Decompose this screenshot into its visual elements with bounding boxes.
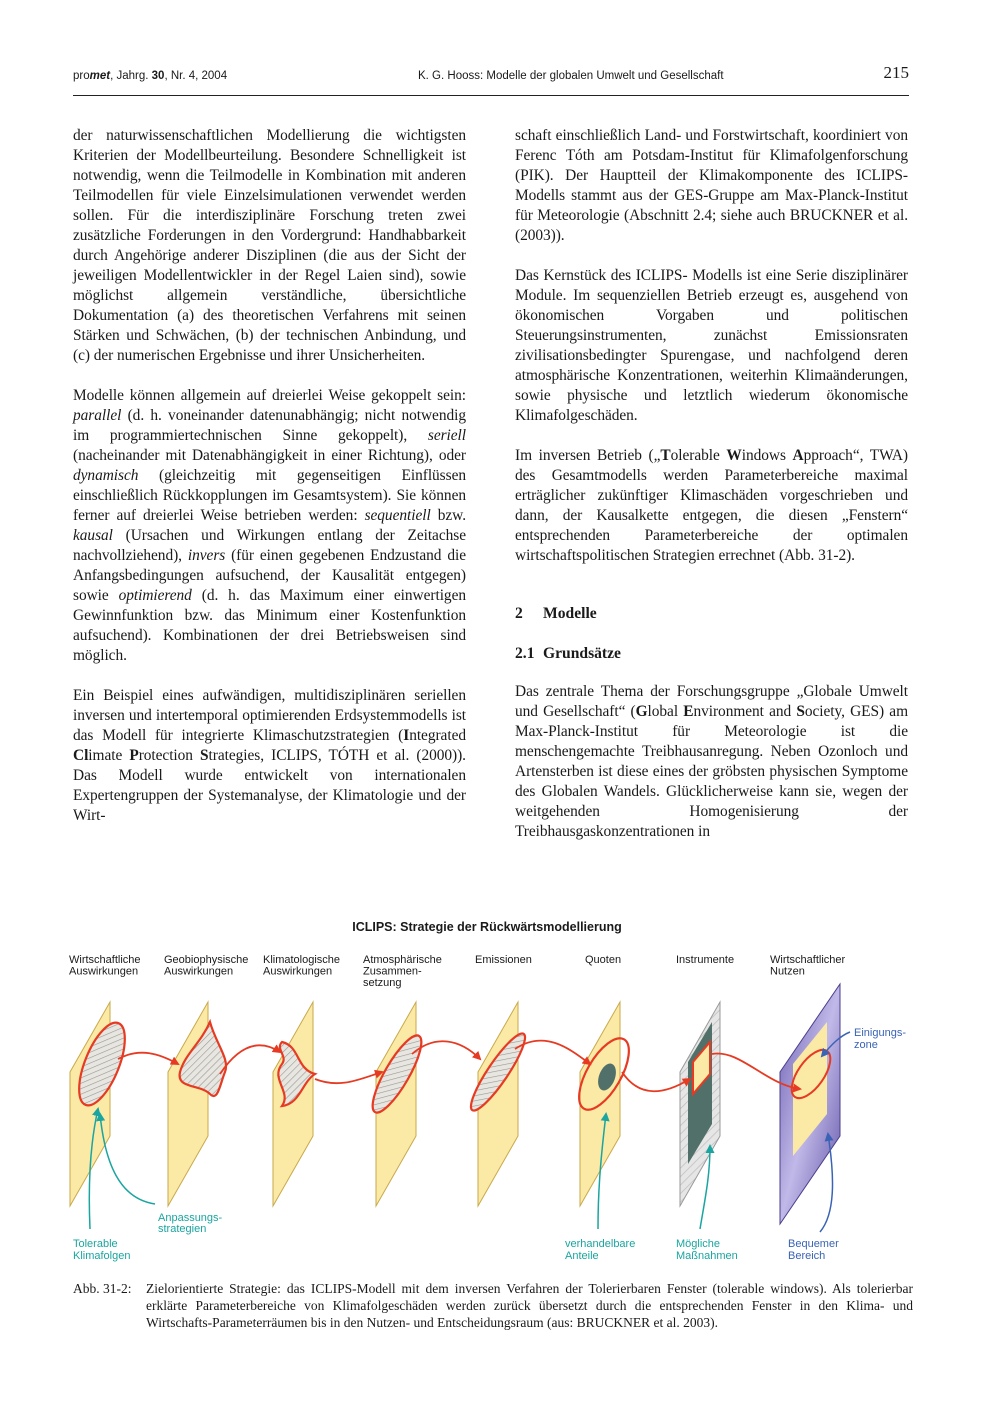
emphasis-kausal: kausal [73, 527, 113, 544]
label-moegliche-2: Maßnahmen [676, 1250, 738, 1262]
bold-initial: A [792, 447, 804, 464]
emphasis-optimierend: optimierend [118, 587, 192, 604]
journal-name-pre: pro [73, 70, 90, 82]
text-run: Modelle können allgemein auf dreierlei Weise gekoppelt sein: [73, 387, 466, 404]
panel-wirtschaftliche-auswirkungen [70, 1002, 134, 1206]
label-einigungszone-1: Einigungs- [854, 1027, 906, 1039]
text-run: bzw. [430, 507, 466, 524]
panel-label-5-0: Quoten [585, 954, 622, 966]
emphasis-parallel: parallel [73, 407, 122, 424]
panel-label-4-0: Emissionen [475, 954, 532, 966]
paragraph-left-1: der naturwissenschaftlichen Modellierung die wichtigsten Kriterien der Modellbeurteilung. Besondere Schnelligkeit ist notwendig, wenn die Teilmodelle in Kombination mit anderen Teilmodellen für viele Einzelsimulationen verwendet werden sollen. Für die interdisziplinäre Forschung treten zwei zusätzliche Forderungen in den Vordergrund: Handhabbarkeit durch Angehörige anderer Disziplinen (die aus der Sicht der jeweiligen Modellentwickler in der Regel Laien sind), sowie möglichst allgemein verständliche, übersichtliche Dokumentation (a) des theoretischen Verfahrens mit seinen Stärken und Schwächen, (b) der technischen Anbindung, und (c) der numerischen Ergebnisse und ihrer Unsicherheiten. [73, 127, 466, 364]
journal-citation [73, 70, 227, 82]
figure-caption [73, 1280, 913, 1331]
journal-issue: , Nr. 4, 2004 [164, 70, 228, 82]
bold-initial: G [635, 703, 648, 720]
text-run: indows [741, 447, 793, 464]
bold-initial: Cl [73, 747, 89, 764]
label-anpassung-1: Anpassungs- [158, 1212, 223, 1224]
emphasis-dynamisch: dynamisch [73, 467, 139, 484]
text-run: (nacheinander mit Datenabhängigkeit in einer Richtung), oder [73, 447, 466, 464]
label-moegliche-1: Mögliche [676, 1238, 721, 1250]
subsection-title: Grundsätze [543, 645, 621, 662]
text-run: (d. h. voneinander datenunabhängig; nicht notwendig im programmiertechnischen Sinne gekoppelt), [73, 407, 466, 444]
text-run: (gleichzeitig mit gegenseitigen Einflüssen einschließlich Rückkopplungen im Gesamtsystem). Sie können ferner auf dreierlei Weise betrieben werden: [73, 467, 466, 524]
right-column [515, 126, 908, 842]
section-number: 2 [515, 605, 523, 622]
panel-label-1-0: Geobiophysische [164, 954, 249, 966]
label-bequemer-1: Bequemer [788, 1238, 839, 1250]
panel-label-6-0: Instrumente [676, 954, 735, 966]
text-run: pproach“, TWA) des Gesamtmodells werden Parameterbereiche maximal erträglicher zukünftiger Klimaschäden vorgeschrieben und dann, der Kausalkette entgegen, die diesen „Fenstern“ entsprechenden Parameterbereiche der optimalen wirtschaftspolitischen Strategien errechnet (Abb. 31-2). [515, 447, 909, 564]
emphasis-invers: invers [187, 547, 226, 564]
header-rule [73, 95, 909, 96]
panel-klimatologische-auswirkungen [273, 1002, 315, 1206]
panel-atmosphaerische-zusammensetzung [365, 1002, 430, 1206]
paragraph-left-3 [73, 686, 466, 826]
text-run: Ein Beispiel eines aufwändigen, multidisziplinären seriellen inversen und intertemporal optimierenden Erdsystemmodells ist das Modell für integrierte Klimaschutzstrategien ( [73, 687, 466, 744]
panel-emissionen [464, 1002, 532, 1206]
emphasis-sequentiell: sequentiell [364, 507, 431, 524]
bold-initial: W [726, 447, 742, 464]
figure-iclips [60, 914, 930, 1274]
panel-label-2-0: Klimatologische [263, 954, 341, 966]
bold-initial: T [660, 447, 671, 464]
panel-labels [69, 954, 846, 989]
text-run: ociety, GES) am Max-Planck-Institut für Meteorologie ist die menschengemachte Treibhausanregung. Neben Ozonloch und Artensterben ist diese eines der gröbsten physischen Symptome des Globalen Wandels. Glücklicherweise kann sie, wegen der weitgehenden Homogenisierung der Treibhausgaskonzentrationen in [515, 703, 908, 840]
bold-initial: I [403, 727, 410, 744]
text-run: rotection [138, 747, 201, 764]
section-title: Modelle [543, 605, 597, 622]
panel-label-1-1: Auswirkungen [164, 965, 234, 978]
text-run: (Ursachen und Wirkungen entlang der Zeitachse nachvollziehend), [73, 527, 466, 564]
emphasis-seriell: seriell [427, 427, 466, 444]
journal-year: , Jahrg. [110, 70, 152, 82]
panel-label-7-0: Wirtschaftlicher [770, 954, 846, 966]
text-run: ntegrated [409, 727, 466, 744]
text-run: lobal [647, 703, 684, 720]
label-tolerable-2: Klimafolgen [73, 1250, 131, 1262]
text-run: olerable [670, 447, 727, 464]
bold-initial: P [129, 747, 139, 764]
section-heading-2 [515, 604, 908, 624]
panel-label-3-1: Zusammen- [363, 965, 422, 978]
panel-instrumente [680, 1002, 720, 1206]
bold-initial: S [200, 747, 209, 764]
text-run: (d. h. das Maximum einer einwertigen Gewinnfunktion bzw. das Minimum einer Kostenfunktion aufsuchend). Kombinationen der drei Betriebsweisen sind möglich. [73, 587, 466, 664]
running-header [73, 60, 909, 90]
running-title: K. G. Hooss: Modelle der globalen Umwelt und Gesellschaft [418, 70, 724, 82]
subsection-number: 2.1 [515, 645, 535, 662]
label-verhandelbare-2: Anteile [565, 1250, 599, 1262]
text-run: (für einen gegebenen Endzustand die Anfangsbedingungen aufsuchend, der Kausalität entgegen) sowie [73, 547, 466, 604]
label-bequemer-2: Bereich [788, 1250, 826, 1262]
bold-initial: S [796, 703, 805, 720]
page-number: 215 [883, 63, 909, 82]
panel-label-3-2: setzung [363, 977, 402, 989]
subsection-heading-2-1 [515, 644, 908, 664]
journal-name-em: met [89, 70, 111, 82]
caption-text: Zielorientierte Strategie: das ICLIPS-Modell mit dem inversen Verfahren der Tolerierbaren Fenster (tolerable windows). Als tolerierbar erklärte Parameterbereiche von Klimafolgeschäden werden zurück übersetzt durch die entsprechenden Fenster in den Klima- und Wirtschafts-Parameterräumen bis in den Nutzen- und Entscheidungsraum (aus: BRUCKNER et al. 2003). [146, 1281, 913, 1330]
paragraph-right-2: Das Kernstück des ICLIPS- Modells ist eine Serie disziplinärer Module. Im sequenziellen Betrieb erzeugt es, ausgehend von ökonomischen Vorgaben und politischen Steuerungsinstrumenten, zunächst Emissionsraten zivilisationsbedingter Spurengase, und nachfolgend deren atmosphärische Konzentrationen, weiterhin Klimaänderungen, sowie physische und letztlich wiederum ökonomische Klimafolgeschäden. [515, 267, 908, 424]
paragraph-left-2 [73, 386, 466, 666]
panel-label-0-1: Auswirkungen [69, 965, 139, 978]
bold-initial: E [683, 703, 694, 720]
paragraph-right-4 [515, 682, 908, 842]
text-run: nvironment and [693, 703, 797, 720]
paragraph-right-3 [515, 446, 908, 566]
journal-volume: 30 [151, 70, 165, 82]
panel-quoten [569, 1002, 638, 1206]
text-run: Das zentrale Thema der Forschungsgruppe „Globale Umwelt und Gesellschaft“ ( [515, 683, 908, 720]
left-column [73, 126, 466, 826]
figure-title: ICLIPS: Strategie der Rückwärtsmodellierung [352, 920, 622, 934]
panel-label-2-1: Auswirkungen [263, 965, 333, 978]
text-run: Im inversen Betrieb („ [515, 447, 661, 464]
panel-label-0-0: Wirtschaftliche [69, 954, 141, 966]
label-tolerable-1: Tolerable [73, 1238, 118, 1250]
text-run: imate [88, 747, 130, 764]
paragraph-right-1: schaft einschließlich Land- und Forstwirtschaft, koordiniert von Ferenc Tóth am Potsdam-Institut für Klimafolgenforschung (PIK). Der Hauptteil der Klimakomponente des ICLIPS-Modells stammt aus der GES-Gruppe am Max-Planck-Institut für Meteorologie (Abschnitt 2.4; siehe auch BRUCKNER et al. (2003)). [515, 127, 908, 244]
panel-wirtschaftlicher-nutzen [780, 984, 840, 1224]
caption-label: Abb. 31-2: [73, 1281, 132, 1296]
label-einigungszone-2: zone [854, 1039, 878, 1051]
panel-label-7-1: Nutzen [770, 965, 805, 978]
panel-geobiophysische-auswirkungen [168, 1002, 226, 1206]
label-anpassung-2: strategien [158, 1223, 207, 1235]
panel-label-3-0: Atmosphärische [363, 954, 442, 966]
figure-svg [60, 914, 930, 1274]
label-verhandelbare-1: verhandelbare [565, 1238, 636, 1250]
text-run: trategies, ICLIPS, TÓTH et al. (2000)). Das Modell wurde entwickelt von internationalen Expertengruppen der Systemanalyse, der Klimatologie und der Wirt- [73, 747, 466, 824]
